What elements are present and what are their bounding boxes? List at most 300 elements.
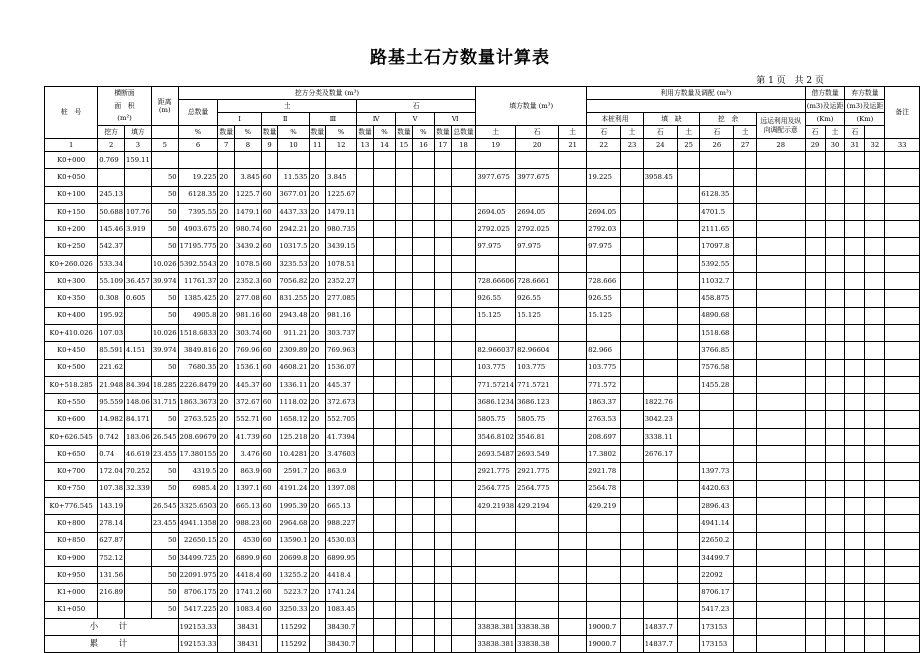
local-use-soil-cell: 97.975 [587,238,621,255]
rock5-pct-cell [396,290,413,307]
header-remark: 备注 [885,87,920,139]
waste-rock-cell [865,376,885,393]
grade2-qty-cell: 2964.68 [278,515,309,532]
fill-rock-cell [559,515,587,532]
grade1-qty-cell: 6899.9 [235,549,262,566]
waste-soil-cell [845,446,865,463]
station-cell: K0+450 [45,342,98,359]
borrow-soil-cell [805,342,825,359]
grade2-qty-cell: 13590.1 [278,532,309,549]
rock6-pct-cell [435,342,452,359]
distance-cell: 39.974 [151,342,178,359]
distance-cell: 50 [151,601,178,618]
rock6-pct-cell [435,376,452,393]
total-local-soil-cell: 19000.7 [587,636,621,653]
table-row [45,515,920,532]
rock5-pct-cell [396,238,413,255]
fill-total-cell: 82.966037 [476,342,516,359]
total-local-rock [621,619,643,636]
grade3-qty-cell: 863.9 [326,463,357,480]
cut-area-cell: 752.12 [98,549,125,566]
rock5-pct-cell [396,186,413,203]
grade3-pct-cell: 20 [309,359,326,376]
far-transport-cell [756,221,805,238]
grade1-qty-cell: 445.37 [235,376,262,393]
fill-soil-cell: 97.975 [516,238,559,255]
fill-area-cell: 70.252 [125,463,152,480]
station-cell: K0+900 [45,549,98,566]
excess-soil-cell: 458.875 [700,290,734,307]
waste-rock-cell [865,342,885,359]
local-use-soil-cell [587,601,621,618]
total-local-rock [621,636,643,653]
header-short-soil: 土 [621,126,643,139]
rock5-pct-cell [396,480,413,497]
total-r4q [373,619,395,636]
rock6-pct-cell [435,152,452,169]
table-row [45,203,920,220]
local-use-rock-cell [621,255,643,272]
remark-cell [885,255,920,272]
grade3-pct-cell: 20 [309,307,326,324]
grade3-pct-cell: 20 [309,376,326,393]
fill-short-rock-cell [677,515,699,532]
grade1-pct-cell: 20 [218,238,235,255]
waste-soil-cell [845,186,865,203]
table-row [45,497,920,514]
borrow-rock-cell [825,532,845,549]
grade3-pct-cell: 20 [309,532,326,549]
fill-short-rock-cell [677,394,699,411]
grade1-pct-cell: 20 [218,186,235,203]
rock5-pct-cell [396,463,413,480]
grade2-qty-cell: 2942.21 [278,221,309,238]
far-transport-cell [756,394,805,411]
rock6-qty-cell [451,203,476,220]
header-fill-total: 总数量 [451,126,476,139]
excess-soil-cell: 4420.63 [700,480,734,497]
excavation-total-cell: 4941.1358 [178,515,218,532]
rock6-pct-cell [435,238,452,255]
grade2-qty-cell: 5223.7 [278,584,309,601]
grade1-pct-cell: 20 [218,203,235,220]
fill-short-rock-cell [677,428,699,445]
grade2-pct-cell [261,152,278,169]
header-short-rock: 石 [643,126,677,139]
remark-cell [885,324,920,341]
rock4-pct-cell [357,152,374,169]
borrow-soil-cell [805,152,825,169]
rock4-pct-cell [357,169,374,186]
rock6-qty-cell [451,515,476,532]
fill-area-cell [125,324,152,341]
station-cell: K0+800 [45,515,98,532]
grade1-pct-cell: 20 [218,394,235,411]
grade3-qty-cell: 3.845 [326,169,357,186]
grade1-pct-cell: 20 [218,567,235,584]
header-cut: 挖方 [98,126,125,139]
rock6-qty-cell [451,567,476,584]
total-grade3-cell: 38430.7 [326,619,357,636]
waste-soil-cell [845,480,865,497]
far-transport-cell [756,601,805,618]
grade1-pct-cell: 20 [218,169,235,186]
rock6-qty-cell [451,152,476,169]
local-use-soil-cell: 728.666 [587,273,621,290]
fill-area-cell [125,497,152,514]
cut-area-cell: 107.38 [98,480,125,497]
column-number: 30 [825,139,845,152]
grade2-pct-cell: 60 [261,515,278,532]
fill-total-cell [476,567,516,584]
fill-short-soil-cell [643,567,677,584]
column-number: 7 [218,139,235,152]
rock4-qty-cell [373,186,395,203]
grade2-pct-cell: 60 [261,359,278,376]
fill-soil-cell: 3977.675 [516,169,559,186]
borrow-rock-cell [825,376,845,393]
rock6-pct-cell [435,549,452,566]
table-row [45,152,920,169]
waste-rock-cell [865,549,885,566]
local-use-soil-cell: 2763.53 [587,411,621,428]
excess-rock-cell [734,601,756,618]
station-cell: K0+410.026 [45,324,98,341]
fill-short-soil-cell [643,255,677,272]
fill-soil-cell: 5805.75 [516,411,559,428]
fill-total-cell [476,601,516,618]
station-cell: K0+260.026 [45,255,98,272]
excess-rock-cell [734,186,756,203]
rock6-pct-cell [435,515,452,532]
excess-soil-cell: 22092 [700,567,734,584]
fill-short-rock-cell [677,307,699,324]
borrow-rock-cell [825,584,845,601]
rock4-pct-cell [357,376,374,393]
fill-area-cell [125,359,152,376]
rock6-qty-cell [451,394,476,411]
excess-soil-cell: 6128.35 [700,186,734,203]
total-short-soil-cell: 14837.7 [643,636,677,653]
station-cell: K0+350 [45,290,98,307]
rock6-pct-cell [435,203,452,220]
grade1-pct-cell: 20 [218,273,235,290]
fill-rock-cell [559,394,587,411]
borrow-rock-cell [825,324,845,341]
header-qty: 数量 [435,126,452,139]
page-title: 路基土石方数量计算表 [370,48,550,68]
waste-soil-cell [845,238,865,255]
excavation-total-cell: 2763.525 [178,411,218,428]
column-number: 14 [373,139,395,152]
station-cell: K0+518.285 [45,376,98,393]
grade1-qty-cell: 980.74 [235,221,262,238]
grade2-pct-cell: 60 [261,290,278,307]
fill-total-cell: 2564.775 [476,480,516,497]
grade1-pct-cell: 20 [218,601,235,618]
excess-soil-cell [700,411,734,428]
borrow-rock-cell [825,601,845,618]
excess-soil-cell: 4890.68 [700,307,734,324]
fill-rock-cell [559,359,587,376]
fill-soil-cell [516,152,559,169]
grade2-pct-cell: 60 [261,324,278,341]
excavation-total-cell: 3849.816 [178,342,218,359]
distance-cell: 23.455 [151,515,178,532]
local-use-rock-cell [621,324,643,341]
rock6-pct-cell [435,186,452,203]
rock5-pct-cell [396,428,413,445]
rock6-pct-cell [435,584,452,601]
excess-rock-cell [734,394,756,411]
rock4-pct-cell [357,515,374,532]
waste-rock-cell [865,601,885,618]
borrow-rock-cell [825,497,845,514]
remark-cell [885,169,920,186]
table-row [45,549,920,566]
grade2-qty-cell: 1336.11 [278,376,309,393]
grade1-pct-cell: 20 [218,342,235,359]
fill-short-rock-cell [677,532,699,549]
header-fill-group: 填方数量 (m³) [476,87,587,126]
fill-area-cell [125,549,152,566]
total-r6q [451,619,476,636]
fill-short-rock-cell [677,169,699,186]
rock6-pct-cell [435,601,452,618]
grade3-pct-cell: 20 [309,549,326,566]
far-transport-cell [756,428,805,445]
cut-area-cell: 95.559 [98,394,125,411]
total-grade2-cell: 115292 [278,619,309,636]
fill-short-rock-cell [677,359,699,376]
rock5-qty-cell [412,549,434,566]
total-p1 [218,619,235,636]
excess-soil-cell [700,446,734,463]
fill-short-rock-cell [677,463,699,480]
fill-short-rock-cell [677,324,699,341]
fill-short-rock-cell [677,480,699,497]
grade3-qty-cell: 980.735 [326,221,357,238]
fill-short-soil-cell [643,290,677,307]
borrow-soil-cell [805,428,825,445]
excess-rock-cell [734,238,756,255]
local-use-soil-cell: 429.219 [587,497,621,514]
rock5-qty-cell [412,463,434,480]
fill-short-rock-cell [677,152,699,169]
fill-area-cell [125,567,152,584]
fill-short-rock-cell [677,342,699,359]
table-row [45,186,920,203]
header-grade-2: Ⅱ [261,113,309,126]
rock6-qty-cell [451,238,476,255]
page-total: 共 2 页 [794,76,824,86]
rock6-pct-cell [435,273,452,290]
grade1-pct-cell: 20 [218,549,235,566]
grade1-qty-cell: 1397.1 [235,480,262,497]
cut-area-cell: 278.14 [98,515,125,532]
fill-soil-cell: 2792.025 [516,221,559,238]
table-row [45,584,920,601]
cut-area-cell: 14.982 [98,411,125,428]
borrow-soil-cell [805,255,825,272]
grade1-pct-cell: 20 [218,376,235,393]
remark-cell [885,376,920,393]
header-borrow-3: (Km) [805,113,845,126]
rock5-pct-cell [396,497,413,514]
table-row [45,601,920,618]
station-cell: K0+626.545 [45,428,98,445]
far-transport-cell [756,411,805,428]
fill-short-soil-cell [643,497,677,514]
local-use-soil-cell: 2694.05 [587,203,621,220]
column-number: 23 [621,139,643,152]
fill-total-cell: 2921.775 [476,463,516,480]
grade2-qty-cell: 2309.89 [278,342,309,359]
fill-total-cell [476,324,516,341]
far-transport-cell [756,480,805,497]
grade1-qty-cell [235,152,262,169]
borrow-rock-cell [825,463,845,480]
rock4-pct-cell [357,273,374,290]
excess-soil-cell: 4941.14 [700,515,734,532]
fill-rock-cell [559,532,587,549]
station-cell: K0+500 [45,359,98,376]
fill-short-rock-cell [677,186,699,203]
fill-rock-cell [559,446,587,463]
table-row [45,480,920,497]
local-use-soil-cell: 771.572 [587,376,621,393]
rock6-pct-cell [435,411,452,428]
header-grade-3: Ⅲ [309,113,357,126]
grade3-pct-cell: 20 [309,394,326,411]
table-row [45,238,920,255]
fill-short-soil-cell [643,515,677,532]
column-number: 5 [151,139,178,152]
station-cell: K1+000 [45,584,98,601]
station-cell: K0+400 [45,307,98,324]
header-grade-6: Ⅵ [435,113,476,126]
distance-cell: 50 [151,584,178,601]
excess-soil-cell: 5417.23 [700,601,734,618]
waste-rock-cell [865,515,885,532]
rock6-qty-cell [451,549,476,566]
rock4-qty-cell [373,152,395,169]
grade1-pct-cell: 20 [218,359,235,376]
waste-soil-cell [845,463,865,480]
grade3-qty-cell [326,152,357,169]
grade3-pct-cell: 20 [309,411,326,428]
waste-soil-cell [845,307,865,324]
excess-soil-cell: 1397.73 [700,463,734,480]
grade1-qty-cell: 988.23 [235,515,262,532]
fill-soil-cell: 771.5721 [516,376,559,393]
distance-cell: 50 [151,203,178,220]
fill-soil-cell: 2693.549 [516,446,559,463]
rock4-qty-cell [373,359,395,376]
cut-area-cell: 216.89 [98,584,125,601]
station-cell: K0+750 [45,480,98,497]
cut-area-cell: 0.308 [98,290,125,307]
rock6-qty-cell [451,221,476,238]
rock5-pct-cell [396,394,413,411]
header-excess-soil: 土 [677,126,699,139]
waste-rock-cell [865,584,885,601]
fill-rock-cell [559,567,587,584]
excess-rock-cell [734,273,756,290]
rock4-pct-cell [357,567,374,584]
grade1-qty-cell: 552.71 [235,411,262,428]
waste-soil-cell [845,203,865,220]
excavation-total-cell: 4319.5 [178,463,218,480]
fill-area-cell: 107.76 [125,203,152,220]
column-number: 31 [845,139,865,152]
fill-total-cell: 771.57214 [476,376,516,393]
waste-rock-cell [865,428,885,445]
fill-area-cell: 32.339 [125,480,152,497]
fill-soil-cell: 2694.05 [516,203,559,220]
distance-cell: 50 [151,238,178,255]
cut-area-cell: 627.87 [98,532,125,549]
distance-cell: 50 [151,290,178,307]
grade3-qty-cell: 1225.67 [326,186,357,203]
local-use-soil-cell [587,324,621,341]
table-row [45,307,920,324]
header-waste-rock: 石 [845,126,865,139]
local-use-rock-cell [621,497,643,514]
excess-rock-cell [734,428,756,445]
waste-soil-cell [845,532,865,549]
borrow-soil-cell [805,307,825,324]
rock4-qty-cell [373,549,395,566]
excess-soil-cell: 8706.17 [700,584,734,601]
excess-rock-cell [734,307,756,324]
fill-rock-cell [559,480,587,497]
grade3-qty-cell: 1397.08 [326,480,357,497]
fill-short-soil-cell: 3958.45 [643,169,677,186]
header-usage-blank [587,100,805,113]
column-number: 29 [805,139,825,152]
fill-short-soil-cell [643,307,677,324]
remark-cell [885,203,920,220]
local-use-soil-cell: 208.697 [587,428,621,445]
waste-soil-cell [845,342,865,359]
waste-rock-cell [865,567,885,584]
rock4-pct-cell [357,203,374,220]
fill-soil-cell [516,532,559,549]
column-number: 33 [885,139,920,152]
fill-rock-cell [559,411,587,428]
remark-cell [885,567,920,584]
fill-total-cell: 429.21938 [476,497,516,514]
fill-soil-cell [516,255,559,272]
grade3-pct-cell: 20 [309,203,326,220]
excavation-total-cell: 17195.775 [178,238,218,255]
station-cell: K0+850 [45,532,98,549]
grade2-pct-cell: 60 [261,411,278,428]
rock5-pct-cell [396,359,413,376]
rock5-qty-cell [412,307,434,324]
far-transport-cell [756,584,805,601]
grade2-qty-cell: 4191.24 [278,480,309,497]
far-transport-cell [756,446,805,463]
local-use-soil-cell [587,567,621,584]
excess-soil-cell [700,169,734,186]
grade3-qty-cell: 1479.11 [326,203,357,220]
table-row [45,376,920,393]
rock6-qty-cell [451,186,476,203]
grade2-pct-cell: 60 [261,342,278,359]
grade1-pct-cell: 20 [218,290,235,307]
